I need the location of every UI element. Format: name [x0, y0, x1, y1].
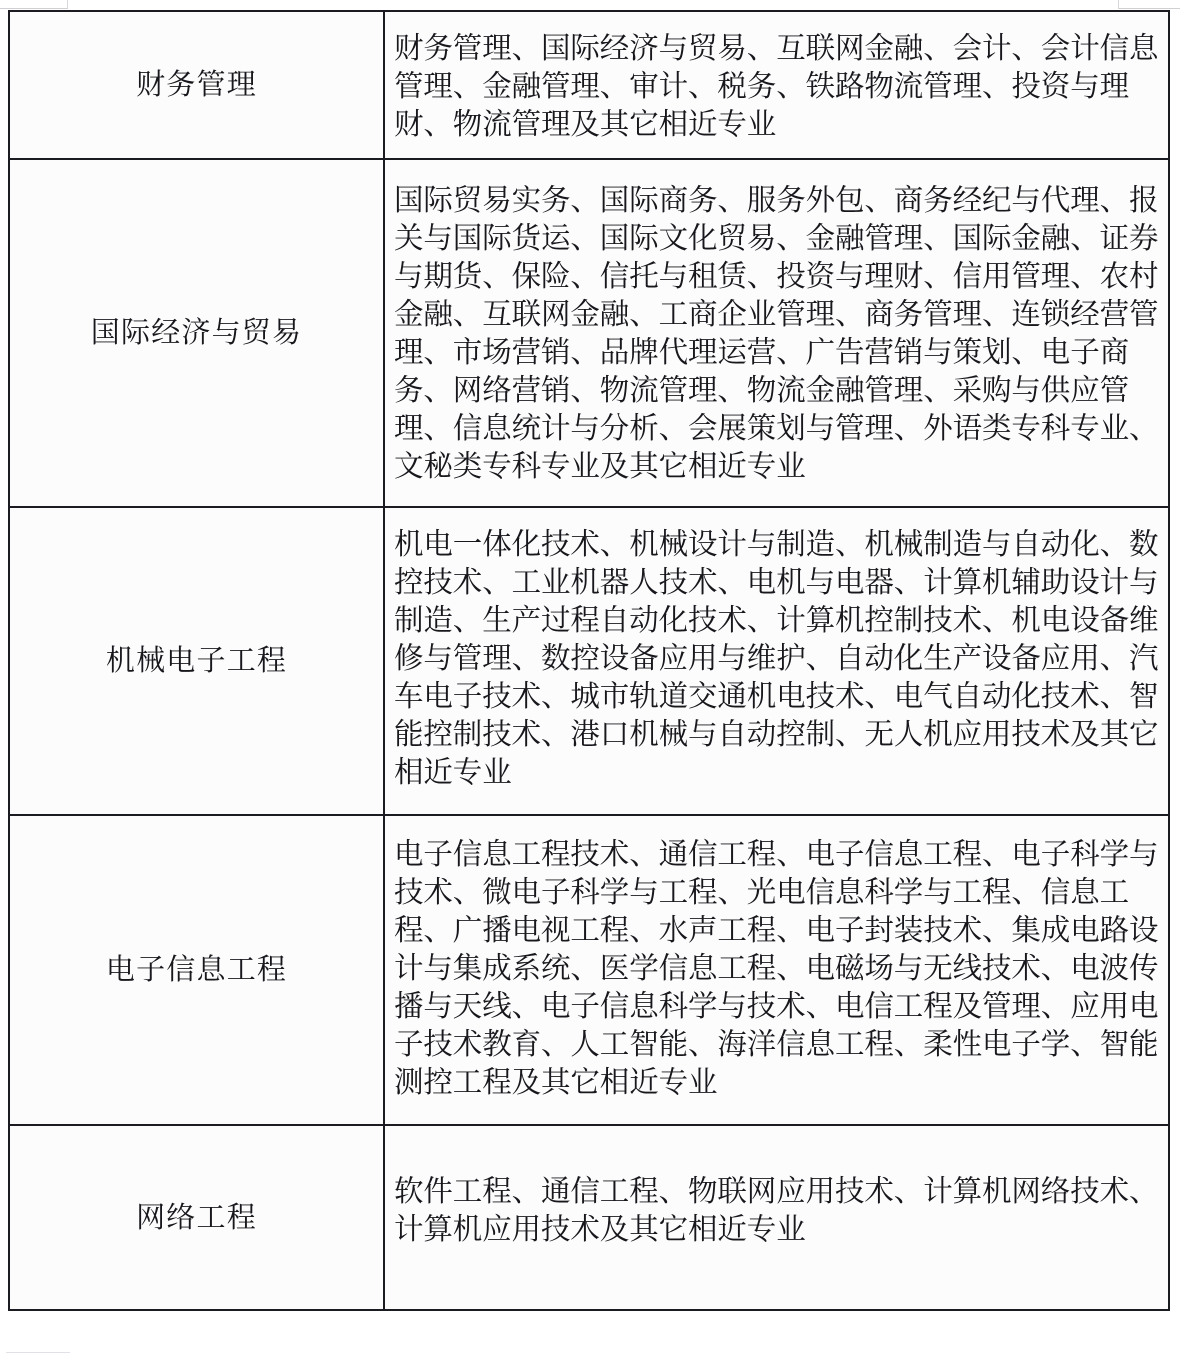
table-row	[9, 815, 1169, 1125]
major-correspondence-table	[8, 10, 1170, 1311]
major-name-cell: 机械电子工程	[9, 507, 384, 815]
table-row	[9, 11, 1169, 159]
scan-artifact-top-right	[1118, 0, 1180, 9]
scan-artifact-bottom	[6, 1352, 70, 1356]
major-name-cell: 财务管理	[9, 11, 384, 159]
major-name-cell: 网络工程	[9, 1125, 384, 1310]
table-row	[9, 159, 1169, 507]
related-majors-cell	[384, 1125, 1169, 1310]
table-row	[9, 507, 1169, 815]
related-majors-text: 机电一体化技术、机械设计与制造、机械制造与自动化、数控技术、工业机器人技术、电机与电器、计算机辅助设计与制造、生产过程自动化技术、计算机控制技术、机电设备维修与管理、数控设备应用与维护、自动化生产设备应用、汽车电子技术、城市轨道交通机电技术、电气自动化技术、智能控制技术、港口机械与自动控制、无人机应用技术及其它相近专业	[394, 528, 1159, 789]
related-majors-cell	[384, 507, 1169, 815]
related-majors-cell	[384, 11, 1169, 159]
scan-artifact-top-left	[0, 0, 68, 9]
related-majors-text: 财务管理、国际经济与贸易、互联网金融、会计、会计信息管理、金融管理、审计、税务、铁路物流管理、投资与理财、物流管理及其它相近专业	[394, 32, 1159, 141]
related-majors-cell	[384, 815, 1169, 1125]
related-majors-text: 软件工程、通信工程、物联网应用技术、计算机网络技术、计算机应用技术及其它相近专业	[394, 1175, 1159, 1246]
major-name-cell: 电子信息工程	[9, 815, 384, 1125]
related-majors-cell	[384, 159, 1169, 507]
related-majors-text: 电子信息工程技术、通信工程、电子信息工程、电子科学与技术、微电子科学与工程、光电信息科学与工程、信息工程、广播电视工程、水声工程、电子封装技术、集成电路设计与集成系统、医学信息工程、电磁场与无线技术、电波传播与天线、电子信息科学与技术、电信工程及管理、应用电子技术教育、人工智能、海洋信息工程、柔性电子学、智能测控工程及其它相近专业	[394, 838, 1159, 1099]
related-majors-text: 国际贸易实务、国际商务、服务外包、商务经纪与代理、报关与国际货运、国际文化贸易、金融管理、国际金融、证券与期货、保险、信托与租赁、投资与理财、信用管理、农村金融、互联网金融、工商企业管理、商务管理、连锁经营管理、市场营销、品牌代理运营、广告营销与策划、电子商务、网络营销、物流管理、物流金融管理、采购与供应管理、信息统计与分析、会展策划与管理、外语类专科专业、文秘类专科专业及其它相近专业	[394, 184, 1159, 483]
major-correspondence-table-wrapper	[8, 10, 1168, 1348]
table-row	[9, 1125, 1169, 1310]
major-name-cell: 国际经济与贸易	[9, 159, 384, 507]
